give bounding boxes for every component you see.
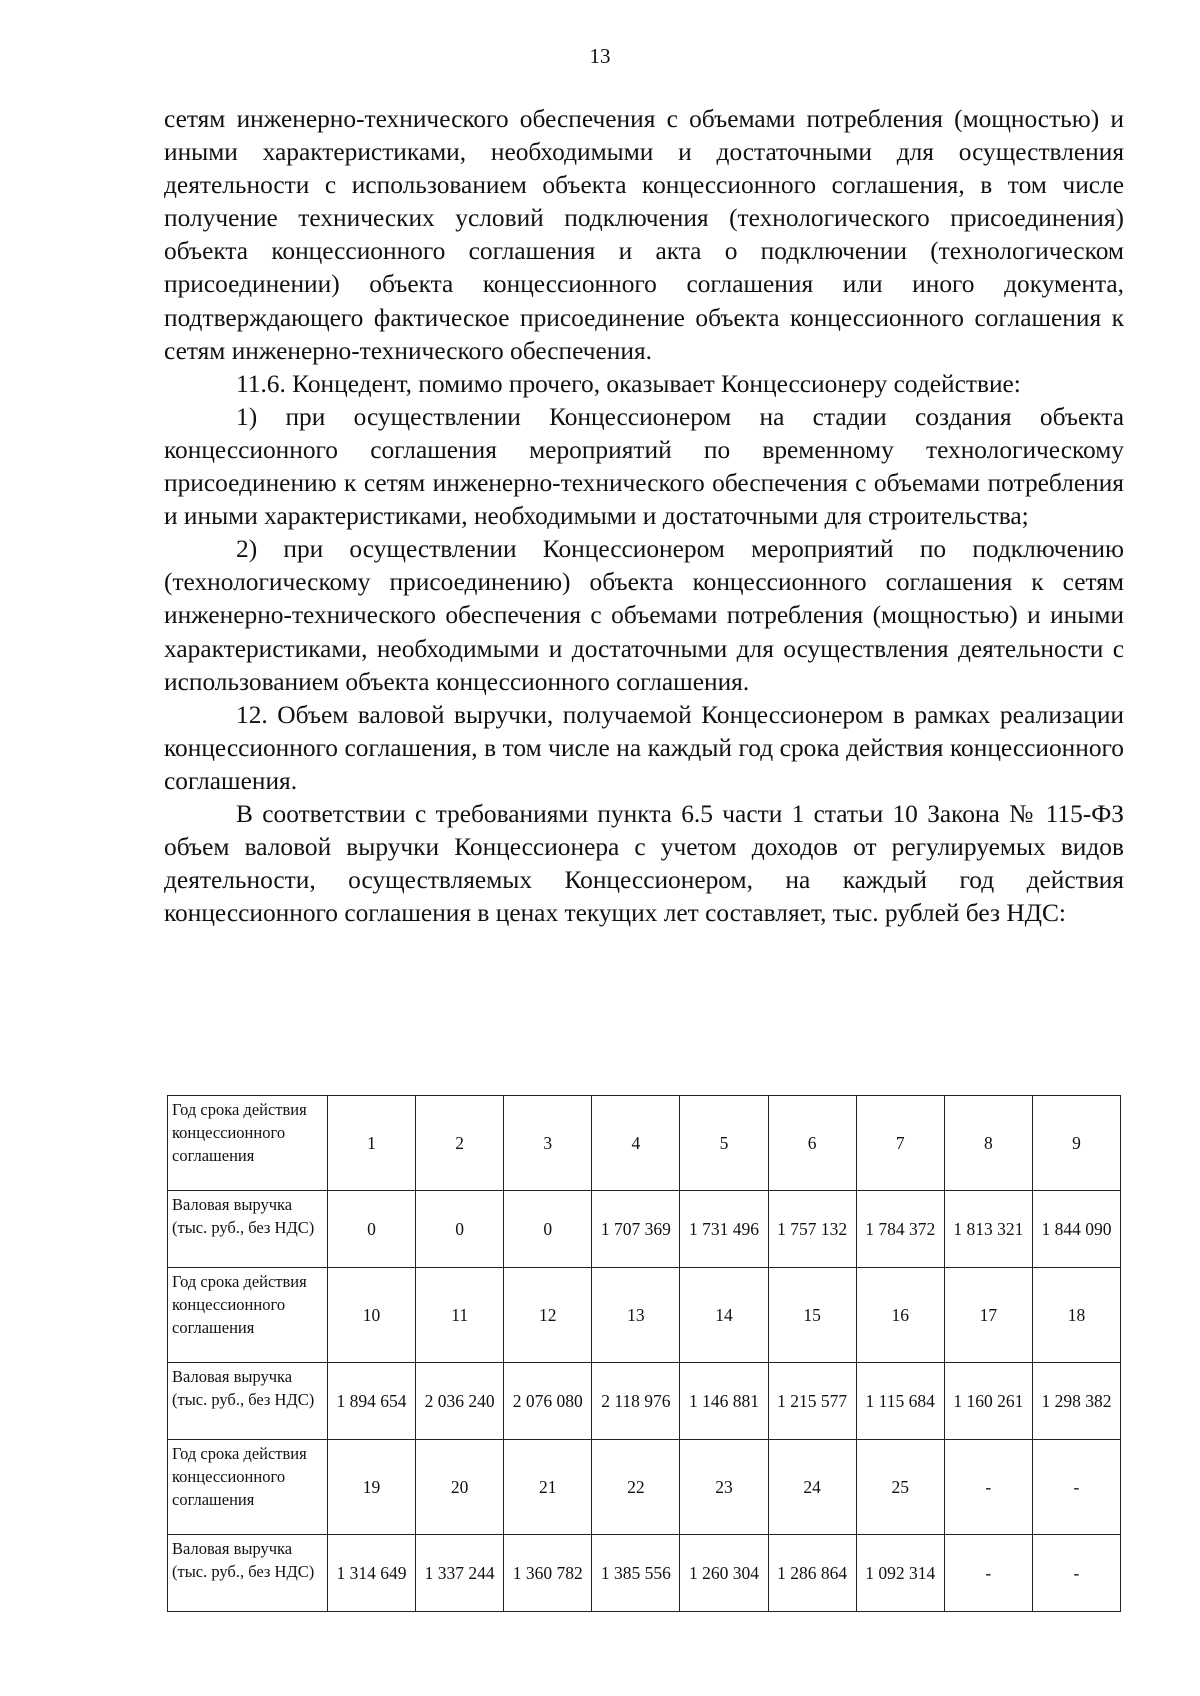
- year-cell: 7: [856, 1096, 944, 1191]
- year-cell: 15: [768, 1268, 856, 1363]
- year-cell: 16: [856, 1268, 944, 1363]
- revenue-cell: -: [944, 1535, 1032, 1612]
- year-cell: 24: [768, 1440, 856, 1535]
- revenue-cell: 2 076 080: [504, 1363, 592, 1440]
- year-cell: 1: [328, 1096, 416, 1191]
- revenue-cell: 1 298 382: [1032, 1363, 1120, 1440]
- revenue-cell: 1 813 321: [944, 1191, 1032, 1268]
- paragraph-revenue-intro: В соответствии с требованиями пункта 6.5 части 1 статьи 10 Закона № 115-ФЗ объем валовой выручки Концессионера с учетом доходов от регулируемых видов деятельности, осуществляемых Концессионером, на каждый год действия концессионного соглашения в ценах текущих лет составляет, тыс. рублей без НДС:: [164, 799, 1124, 928]
- revenue-cell: 1 731 496: [680, 1191, 768, 1268]
- revenue-cell: 1 160 261: [944, 1363, 1032, 1440]
- year-cell: 25: [856, 1440, 944, 1535]
- table-row-years: [168, 1440, 1121, 1535]
- year-cell: 14: [680, 1268, 768, 1363]
- year-cell: 12: [504, 1268, 592, 1363]
- revenue-table-body: [168, 1096, 1121, 1612]
- revenue-cell: 1 385 556: [592, 1535, 680, 1612]
- year-cell: 10: [328, 1268, 416, 1363]
- year-cell: 21: [504, 1440, 592, 1535]
- revenue-row-label: Валовая выручка (тыс. руб., без НДС): [168, 1535, 328, 1612]
- year-cell: 2: [416, 1096, 504, 1191]
- year-cell: 18: [1032, 1268, 1120, 1363]
- year-cell: 23: [680, 1440, 768, 1535]
- revenue-cell: 0: [328, 1191, 416, 1268]
- table-row-years: [168, 1268, 1121, 1363]
- revenue-cell: 1 337 244: [416, 1535, 504, 1612]
- revenue-cell: 0: [504, 1191, 592, 1268]
- revenue-cell: 1 360 782: [504, 1535, 592, 1612]
- revenue-row-label: Валовая выручка (тыс. руб., без НДС): [168, 1191, 328, 1268]
- revenue-table: [167, 1095, 1121, 1612]
- revenue-cell: 0: [416, 1191, 504, 1268]
- revenue-cell: 1 146 881: [680, 1363, 768, 1440]
- year-cell: 22: [592, 1440, 680, 1535]
- revenue-cell: -: [1032, 1535, 1120, 1612]
- revenue-cell: 1 092 314: [856, 1535, 944, 1612]
- page-number: 13: [589, 44, 611, 68]
- year-cell: -: [1032, 1440, 1120, 1535]
- revenue-cell: 1 260 304: [680, 1535, 768, 1612]
- year-cell: 8: [944, 1096, 1032, 1191]
- year-cell: 5: [680, 1096, 768, 1191]
- year-cell: 4: [592, 1096, 680, 1191]
- year-cell: 17: [944, 1268, 1032, 1363]
- year-cell: 9: [1032, 1096, 1120, 1191]
- revenue-cell: 1 784 372: [856, 1191, 944, 1268]
- table-row-years: [168, 1096, 1121, 1191]
- revenue-cell: 1 314 649: [328, 1535, 416, 1612]
- paragraph-item-2: 2) при осуществлении Концессионером мероприятий по подключению (технологическому присоединению) объекта концессионного соглашения к сетям инженерно-технического обеспечения с объемами потребления (мощностью) и иными характеристиками, необходимыми и достаточными для осуществления деятельности с использованием объекта концессионного соглашения.: [164, 535, 1124, 696]
- revenue-cell: 1 894 654: [328, 1363, 416, 1440]
- revenue-cell: 1 115 684: [856, 1363, 944, 1440]
- table-row-revenue: [168, 1535, 1121, 1612]
- paragraph-continuation: сетям инженерно-технического обеспечения с объемами потребления (мощностью) и иными характеристиками, необходимыми и достаточными для осуществления деятельности с использованием объекта концессионного соглашения, в том числе получение технических условий подключения (технологического присоединения) объекта концессионного соглашения и акта о подключении (технологическом присоединении) объекта концессионного соглашения или иного документа, подтверждающего фактическое присоединение объекта концессионного соглашения к сетям инженерно-технического обеспечения.: [164, 105, 1124, 365]
- year-cell: 6: [768, 1096, 856, 1191]
- year-cell: 19: [328, 1440, 416, 1535]
- year-cell: 11: [416, 1268, 504, 1363]
- revenue-cell: 1 707 369: [592, 1191, 680, 1268]
- year-cell: -: [944, 1440, 1032, 1535]
- revenue-row-label: Валовая выручка (тыс. руб., без НДС): [168, 1363, 328, 1440]
- revenue-cell: 1 215 577: [768, 1363, 856, 1440]
- document-body: [164, 103, 1124, 930]
- year-cell: 3: [504, 1096, 592, 1191]
- revenue-cell: 1 286 864: [768, 1535, 856, 1612]
- year-row-label: Год срока действия концессионного соглашения: [168, 1268, 328, 1363]
- revenue-cell: 2 036 240: [416, 1363, 504, 1440]
- table-row-revenue: [168, 1191, 1121, 1268]
- paragraph-11-6: 11.6. Концедент, помимо прочего, оказывает Концессионеру содействие:: [236, 369, 1021, 398]
- revenue-cell: 1 757 132: [768, 1191, 856, 1268]
- year-cell: 13: [592, 1268, 680, 1363]
- revenue-cell: 2 118 976: [592, 1363, 680, 1440]
- year-cell: 20: [416, 1440, 504, 1535]
- year-row-label: Год срока действия концессионного соглашения: [168, 1440, 328, 1535]
- revenue-cell: 1 844 090: [1032, 1191, 1120, 1268]
- table-row-revenue: [168, 1363, 1121, 1440]
- paragraph-12: 12. Объем валовой выручки, получаемой Концессионером в рамках реализации концессионного соглашения, в том числе на каждый год срока действия концессионного соглашения.: [164, 700, 1124, 795]
- year-row-label: Год срока действия концессионного соглашения: [168, 1096, 328, 1191]
- paragraph-item-1: 1) при осуществлении Концессионером на стадии создания объекта концессионного соглашения мероприятий по временному технологическому присоединению к сетям инженерно-технического обеспечения с объемами потребления и иными характеристиками, необходимыми и достаточными для строительства;: [164, 402, 1124, 531]
